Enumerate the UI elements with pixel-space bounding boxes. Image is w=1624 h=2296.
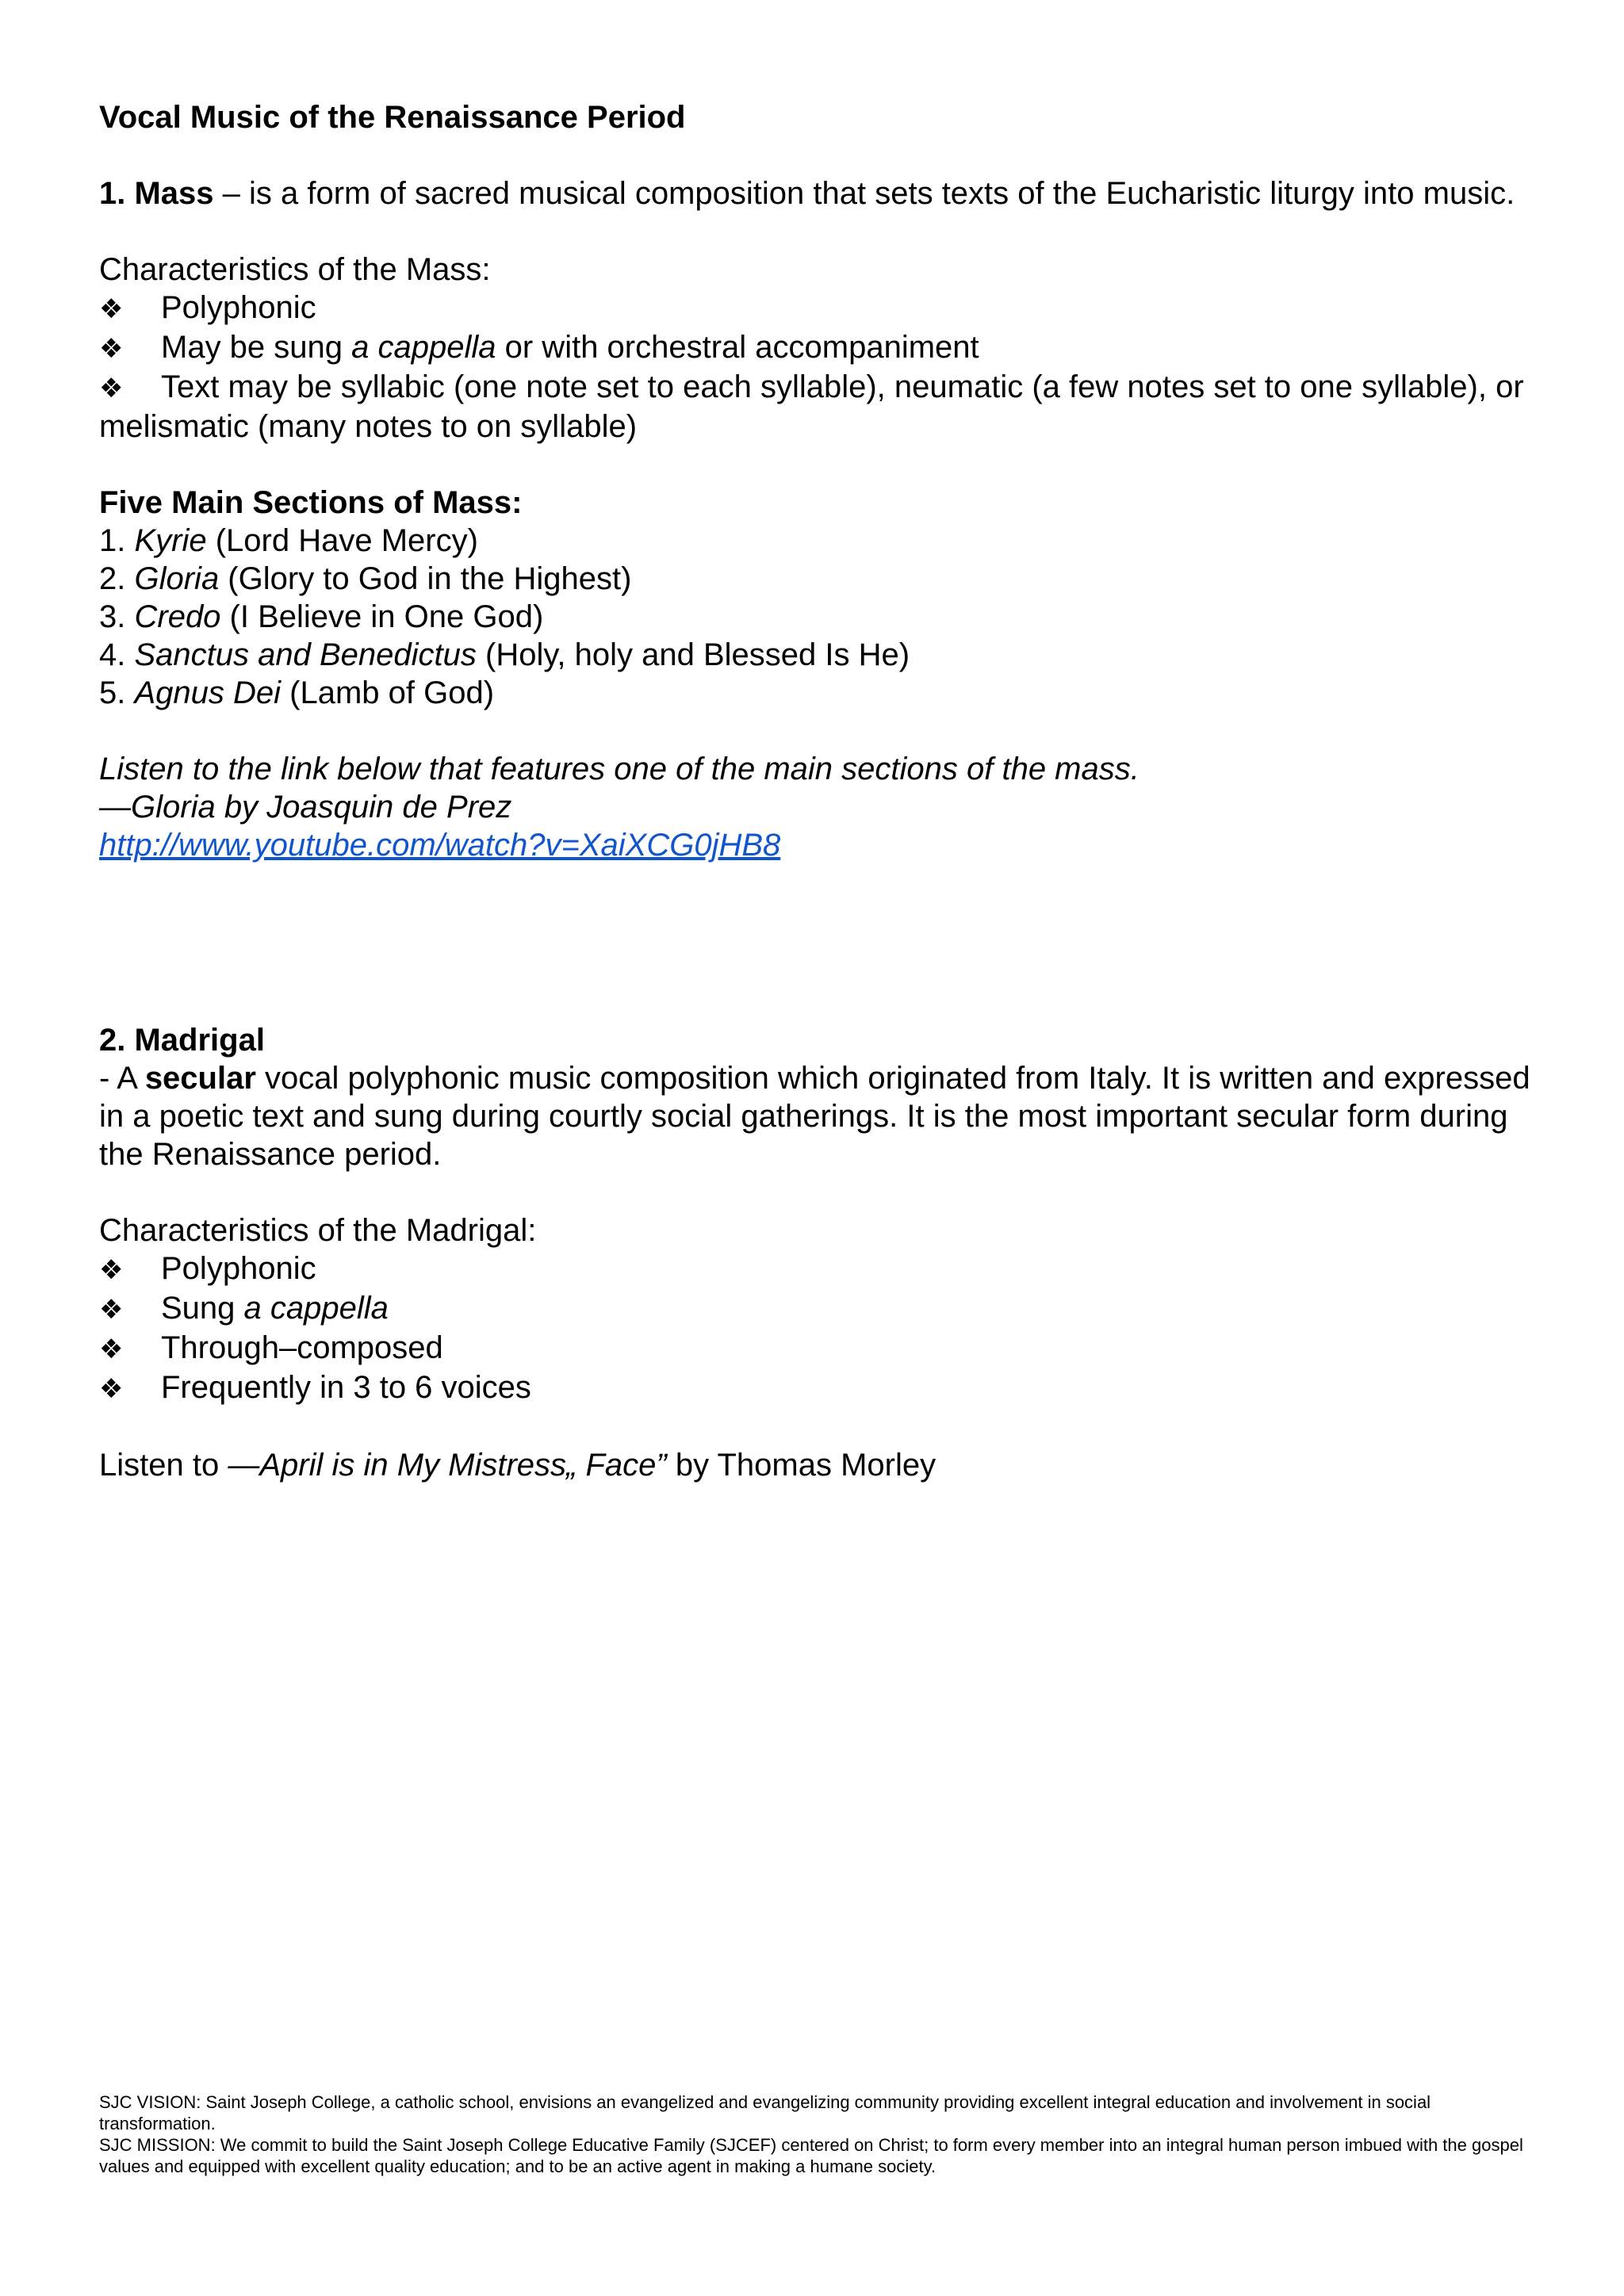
madrigal-definition: - A secular vocal polyphonic music composition which originated from Italy. It is written and expressed in a poetic text and sung during courtly social gatherings. It is the most important secular form during the Renaissance period.	[99, 1061, 1530, 1172]
youtube-link[interactable]: http://www.youtube.com/watch?v=XaiXCG0jHB8	[99, 828, 781, 863]
mass-sections-heading: Five Main Sections of Mass:	[99, 485, 523, 520]
diamond-bullet-icon: ❖	[99, 1295, 124, 1325]
madrigal-char-item: ❖ Frequently in 3 to 6 voices	[99, 1368, 1542, 1408]
mass-char-item: ❖ Text may be syllabic (one note set to each syllable), neumatic (a few notes set to one syllable), or melismatic (many notes to on syllable)	[99, 369, 1524, 444]
document-body	[99, 98, 1542, 1484]
mass-char-item: ❖ Polyphonic	[99, 289, 1542, 328]
mass-definition-text: – is a form of sacred musical composition that sets texts of the Eucharistic liturgy into music.	[213, 176, 1515, 211]
mass-section-item: 1. Kyrie (Lord Have Mercy)	[99, 523, 478, 558]
madrigal-heading: 2. Madrigal	[99, 1023, 265, 1058]
diamond-bullet-icon: ❖	[99, 373, 124, 404]
mass-listen-instruction: Listen to the link below that features one of the main sections of the mass.	[99, 752, 1139, 786]
mass-number: 1.	[99, 176, 135, 211]
footer	[99, 2091, 1542, 2177]
madrigal-char-item: ❖ Polyphonic	[99, 1249, 1542, 1289]
madrigal-char-item: ❖ Sung a cappella	[99, 1289, 1542, 1329]
mass-term: Mass	[134, 176, 214, 211]
diamond-bullet-icon: ❖	[99, 294, 124, 324]
diamond-bullet-icon: ❖	[99, 1334, 124, 1364]
mass-section-item: 2. Gloria (Glory to God in the Highest)	[99, 561, 632, 596]
mass-char-item: ❖ May be sung a cappella or with orchestral accompaniment	[99, 328, 1542, 368]
diamond-bullet-icon: ❖	[99, 1255, 124, 1285]
madrigal-characteristics-heading: Characteristics of the Madrigal:	[99, 1213, 537, 1248]
mass-definition	[99, 174, 1542, 212]
madrigal-listen: Listen to —April is in My Mistress„ Face” by Thomas Morley	[99, 1448, 936, 1483]
diamond-bullet-icon: ❖	[99, 1374, 124, 1404]
mass-section-item: 4. Sanctus and Benedictus (Holy, holy and Blessed Is He)	[99, 637, 910, 672]
footer-vision: SJC VISION: Saint Joseph College, a catholic school, envisions an evangelized and evangelizing community providing excellent integral education and involvement in social transformation.	[99, 2092, 1431, 2133]
footer-mission: SJC MISSION: We commit to build the Saint Joseph College Educative Family (SJCEF) centered on Christ; to form every member into an integral human person imbued with the gospel values and equipped with excellent quality education; and to be an active agent in making a humane society.	[99, 2135, 1523, 2176]
mass-section-item: 5. Agnus Dei (Lamb of God)	[99, 675, 495, 710]
mass-listen-piece: —Gloria by Joasquin de Prez	[99, 790, 512, 825]
mass-section-item: 3. Credo (I Believe in One God)	[99, 599, 544, 634]
madrigal-char-item: ❖ Through–composed	[99, 1329, 1542, 1368]
diamond-bullet-icon: ❖	[99, 334, 124, 364]
mass-characteristics-heading: Characteristics of the Mass:	[99, 252, 491, 287]
page-title: Vocal Music of the Renaissance Period	[99, 100, 686, 135]
